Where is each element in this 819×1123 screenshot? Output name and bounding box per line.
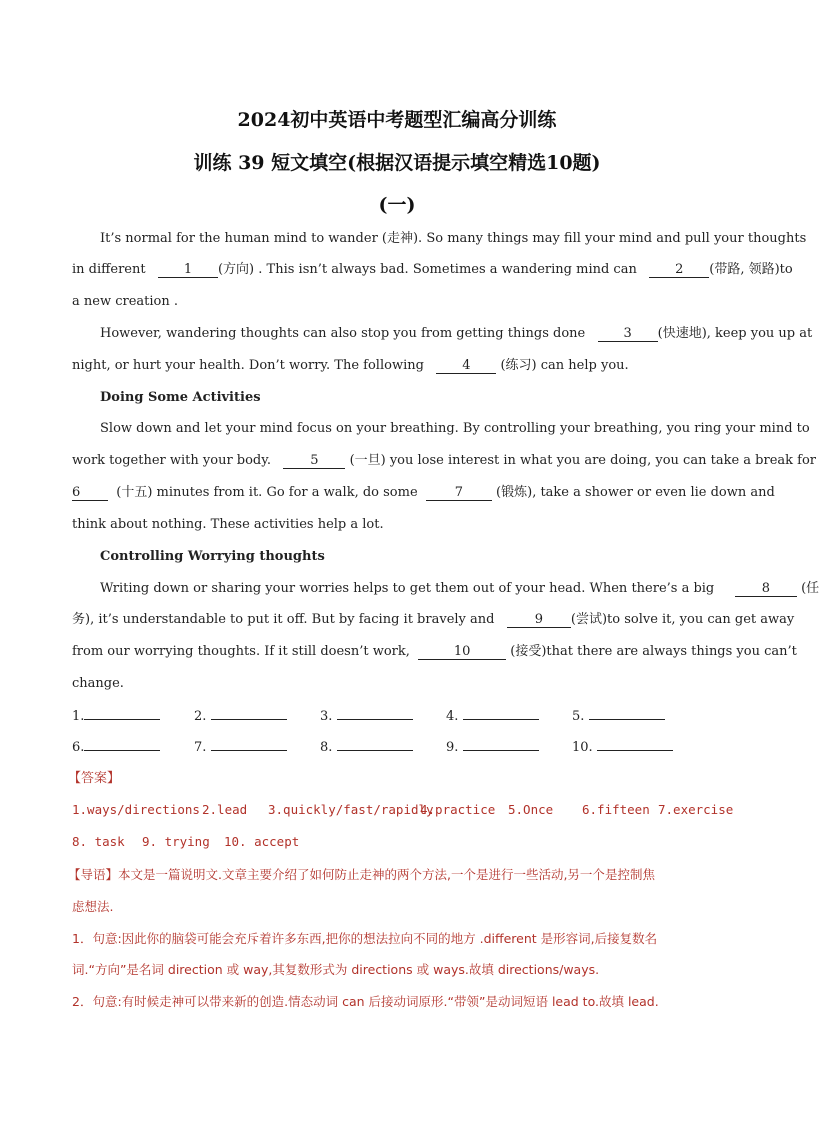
answer-key-item: 2.lead [202, 802, 248, 817]
explanation-line: 2．句意:有时候走神可以带来新的创造.情态动词 can 后接动词原形.“带领”是动词短语 lead to.故填 lead. [72, 994, 659, 1009]
passage-line: think about nothing. These activities help a lot. [72, 517, 384, 532]
passage-line: from our worrying thoughts. If it still doesn’t work, 10 (接受)that there are always things you can’t [72, 644, 797, 659]
passage-line: It’s normal for the human mind to wander (走神). So many things may fill your mind and pull your thoughts [100, 231, 807, 246]
answer-blank[interactable]: 8. [320, 738, 413, 755]
blank-7[interactable]: 7 [426, 486, 492, 501]
passage-line: in different 1 (方向) . This isn’t always bad. Sometimes a wandering mind can 2 (带路, 领路)to [72, 262, 793, 277]
guide-label: 【导语】 [68, 867, 119, 882]
answer-blank[interactable]: 7. [194, 738, 287, 755]
answer-blank[interactable]: 3. [320, 707, 413, 724]
blank-1[interactable]: 1 [158, 263, 218, 278]
document-subtitle: 训练 39 短文填空(根据汉语提示填空精选10题) [193, 152, 601, 174]
answer-key-item: 8. task [72, 834, 125, 849]
answer-label: 【答案】 [68, 771, 121, 786]
passage-line: However, wandering thoughts can also stop you from getting things done 3 (快速地), keep you up at [100, 326, 813, 341]
explanation-line: 词.“方向”是名词 direction 或 way,其复数形式为 directions 或 ways.故填 directions/ways. [72, 962, 600, 977]
answer-blank[interactable]: 2. [194, 707, 287, 724]
answer-blank[interactable]: 5. [572, 707, 665, 724]
blank-4[interactable]: 4 [436, 359, 496, 374]
blank-8[interactable]: 8 [735, 582, 797, 597]
blank-3[interactable]: 3 [598, 327, 658, 342]
passage-line: 6 (十五) minutes from it. Go for a walk, do some 7 (锻炼), take a shower or even lie down and [72, 485, 775, 500]
subheading-worrying: Controlling Worrying thoughts [100, 549, 325, 564]
passage-line: change. [72, 676, 124, 691]
answer-key-item: 7.exercise [658, 802, 734, 817]
answer-blank[interactable]: 1. [72, 707, 160, 724]
guide-line: 【导语】本文是一篇说明文.文章主要介绍了如何防止走神的两个方法,一个是进行一些活动,另一个是控制焦 [68, 867, 655, 882]
answer-blank[interactable]: 10. [572, 738, 673, 755]
answer-key-item: 4.practice [420, 802, 496, 817]
blank-10[interactable]: 10 [418, 645, 506, 660]
passage-line: Slow down and let your mind focus on your breathing. By controlling your breathing, you ring your mind to [100, 421, 810, 436]
section-number: (一) [378, 194, 416, 216]
answer-blank[interactable]: 6. [72, 738, 160, 755]
answer-key-item: 10. accept [224, 834, 300, 849]
answer-key-item: 9. trying [142, 834, 210, 849]
passage-line: night, or hurt your health. Don’t worry. The following 4 (练习) can help you. [72, 358, 629, 373]
passage-line: Writing down or sharing your worries helps to get them out of your head. When there’s a big 8 (任 [100, 581, 819, 596]
blank-5[interactable]: 5 [283, 454, 345, 469]
subheading-activities: Doing Some Activities [100, 390, 261, 405]
guide-line: 虑想法. [72, 899, 114, 914]
answer-key-item: 5.Once [508, 802, 554, 817]
answer-blank[interactable]: 9. [446, 738, 539, 755]
explanation-line: 1．句意:因此你的脑袋可能会充斥着许多东西,把你的想法拉向不同的地方 .different 是形容词,后接复数名 [72, 931, 658, 946]
answer-key-item: 3.quickly/fast/rapidly [268, 802, 434, 817]
blank-2[interactable]: 2 [649, 263, 709, 278]
passage-line: work together with your body. 5 (一旦) you lose interest in what you are doing, you can take a break for [72, 453, 816, 468]
blank-9[interactable]: 9 [507, 613, 571, 628]
answer-blank[interactable]: 4. [446, 707, 539, 724]
answer-key-item: 1.ways/directions [72, 802, 200, 817]
document-title: 2024初中英语中考题型汇编高分训练 [237, 109, 557, 131]
blank-6[interactable]: 6 [72, 486, 108, 501]
answer-key-item: 6.fifteen [582, 802, 650, 817]
passage-line: a new creation . [72, 294, 178, 309]
passage-line: 务), it’s understandable to put it off. But by facing it bravely and 9 (尝试)to solve it, you can get away [72, 612, 795, 627]
